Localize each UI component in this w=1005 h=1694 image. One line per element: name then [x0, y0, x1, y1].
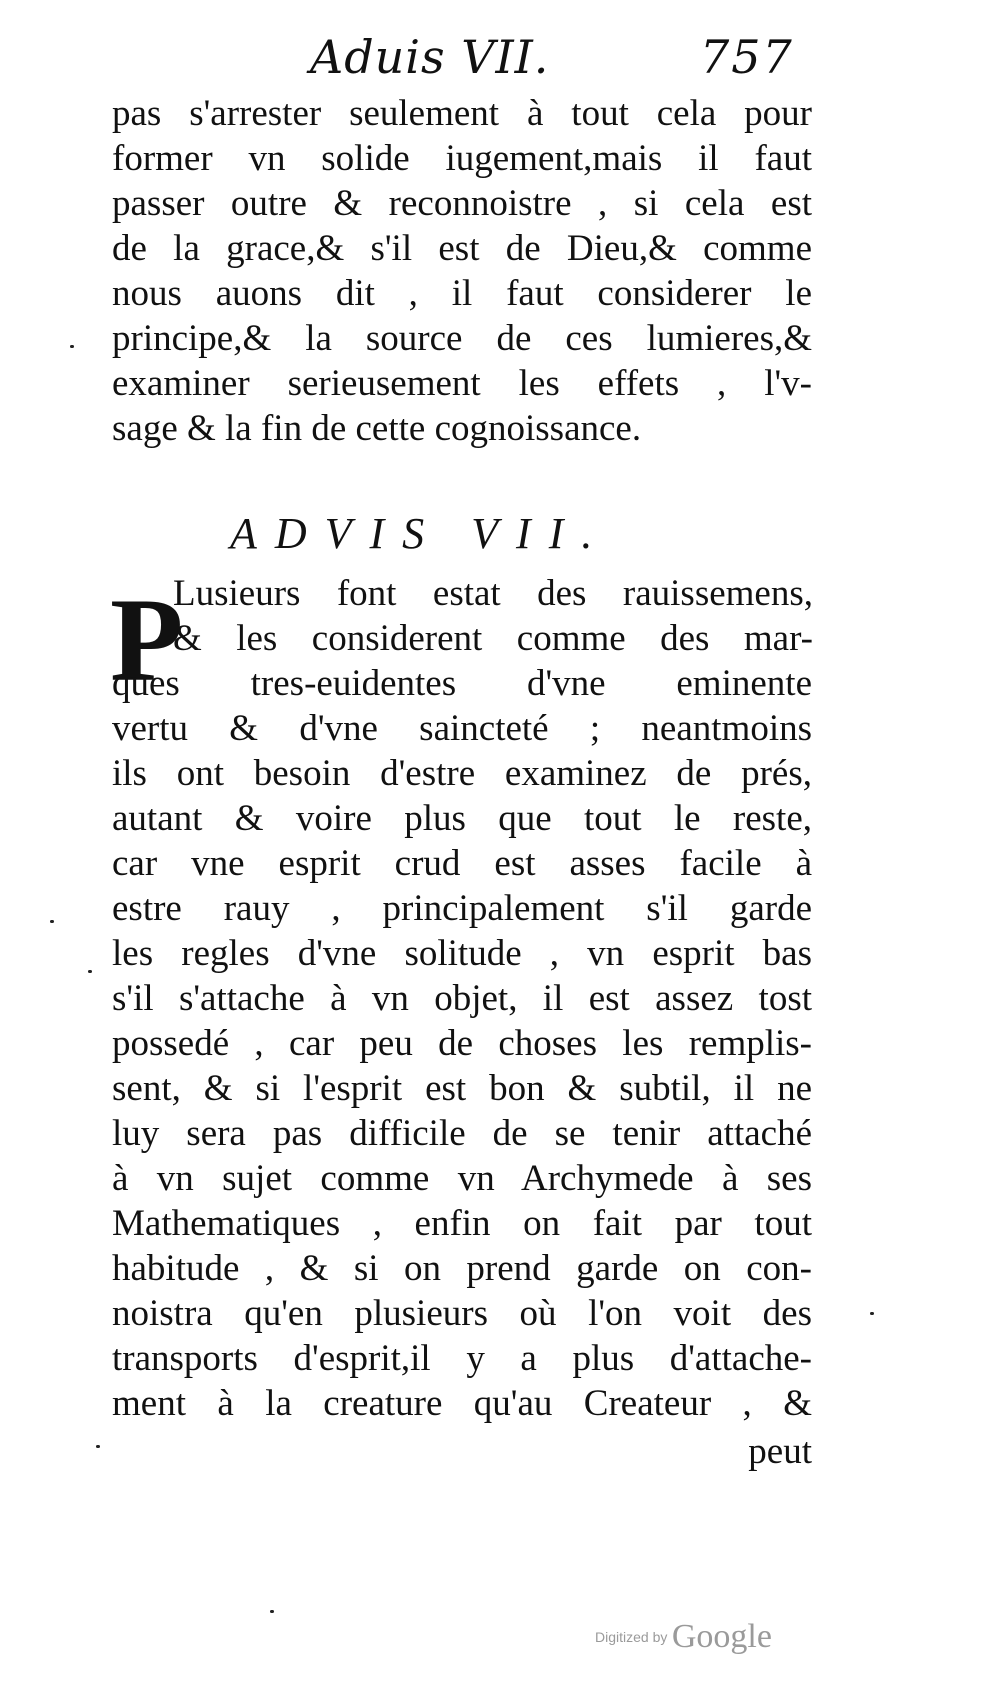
text-line: noistra qu'en plusieurs où l'on voit des	[112, 1293, 812, 1334]
text-line: autant & voire plus que tout le reste,	[112, 798, 812, 839]
running-title: Aduis VII.	[310, 30, 550, 84]
scan-speck	[870, 1312, 874, 1315]
scan-speck	[50, 920, 54, 923]
text-line: s'il s'attache à vn objet, il est assez tost	[112, 978, 812, 1019]
section-heading: ADVIS VII.	[230, 509, 611, 558]
text-line: principe,& la source de ces lumieres,&	[112, 318, 812, 359]
watermark-prefix: Digitized by	[595, 1629, 668, 1645]
catchword: peut	[748, 1431, 812, 1472]
text-line: de la grace,& s'il est de Dieu,& comme	[112, 228, 812, 269]
text-line: luy sera pas difficile de se tenir attaché	[112, 1113, 812, 1154]
text-line: sage & la fin de cette cognoissance.	[112, 408, 642, 449]
page-number: 757	[700, 30, 794, 84]
scan-speck	[70, 345, 74, 348]
text-line: vertu & d'vne saincteté ; neantmoins	[112, 708, 812, 749]
text-line: nous auons dit , il faut considerer le	[112, 273, 812, 314]
text-line: ment à la creature qu'au Createur , &	[112, 1383, 812, 1424]
text-line: estre rauy , principalement s'il garde	[112, 888, 812, 929]
text-line: transports d'esprit,il y a plus d'attache-	[112, 1338, 812, 1379]
text-line: car vne esprit crud est asses facile à	[112, 843, 812, 884]
scan-speck	[270, 1610, 274, 1613]
scan-speck	[88, 970, 92, 973]
text-line: pas s'arrester seulement à tout cela pour	[112, 93, 812, 134]
text-line: & les considerent comme des mar-	[173, 618, 813, 659]
text-line: à vn sujet comme vn Archymede à ses	[112, 1158, 812, 1199]
text-line: habitude , & si on prend garde on con-	[112, 1248, 812, 1289]
text-line: former vn solide iugement,mais il faut	[112, 138, 812, 179]
text-line: Mathematiques , enfin on fait par tout	[112, 1203, 812, 1244]
text-line: ils ont besoin d'estre examinez de prés,	[112, 753, 812, 794]
scan-speck	[96, 1445, 100, 1448]
text-line: sent, & si l'esprit est bon & subtil, il ne	[112, 1068, 812, 1109]
text-line: Lusieurs font estat des rauissemens,	[173, 573, 813, 614]
text-line: examiner serieusement les effets , l'v-	[112, 363, 812, 404]
text-line: passer outre & reconnoistre , si cela est	[112, 183, 812, 224]
drop-cap: P	[110, 573, 184, 706]
text-line: possedé , car peu de choses les remplis-	[112, 1023, 812, 1064]
google-logo: Google	[671, 1618, 772, 1655]
text-line: ques tres-euidentes d'vne eminente	[112, 663, 812, 704]
text-line: les regles d'vne solitude , vn esprit bas	[112, 933, 812, 974]
digitized-watermark	[595, 1618, 772, 1656]
